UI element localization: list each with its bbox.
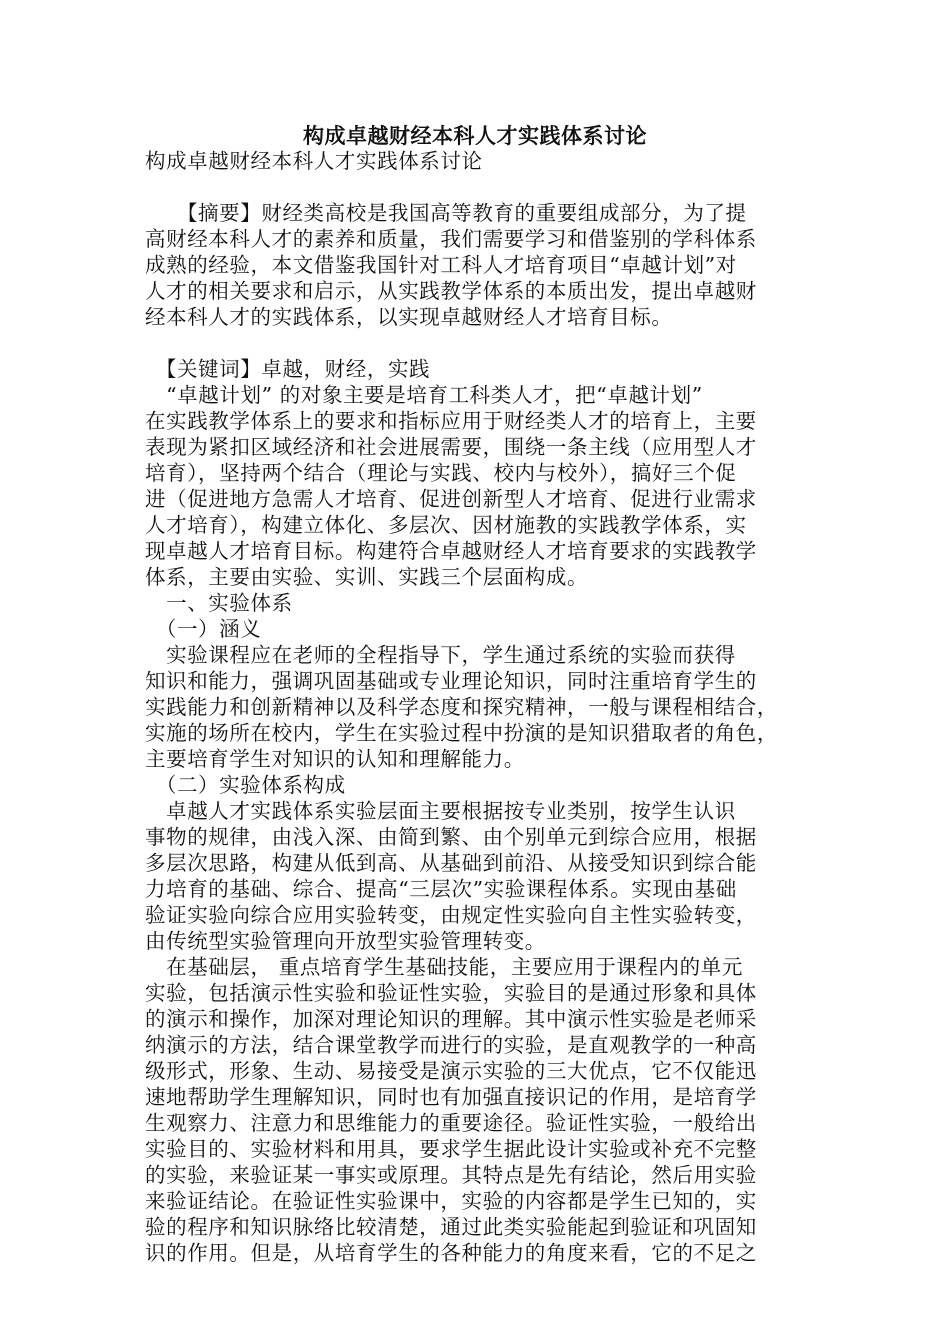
- body-line: 实施的场所在校内，学生在实验过程中扮演的是知识猎取者的角色，: [145, 721, 778, 745]
- body-line: 表现为紧扣区域经济和社会进展需要，围绕一条主线（应用型人才: [145, 435, 757, 459]
- body-line: 生观察力、注意力和思维能力的重要途径。验证性实验，一般给出: [145, 1111, 757, 1135]
- body-line: 培育），坚持两个结合（理论与实践、校内与校外），搞好三个促: [145, 461, 737, 485]
- abstract-line: 成熟的经验，本文借鉴我国针对工科人才培育项目“卓越计划”对: [145, 253, 737, 277]
- body-line: 现卓越人才培育目标。构建符合卓越财经人才培育要求的实践教学: [145, 539, 757, 563]
- body-line: 事物的规律，由浅入深、由简到繁、由个别单元到综合应用，根据: [145, 825, 757, 849]
- body-line: 在实践教学体系上的要求和指标应用于财经类人才的培育上，主要: [145, 409, 757, 433]
- body-line: 力培育的基础、综合、提高“三层次”实验课程体系。实现由基础: [145, 877, 737, 901]
- body-line: 实验课程应在老师的全程指导下，学生通过系统的实验而获得: [145, 643, 736, 667]
- keywords-line: 【关键词】卓越，财经，实践: [145, 357, 431, 381]
- body-line: 级形式，形象、生动、易接受是演示实验的三大优点，它不仅能迅: [145, 1059, 757, 1083]
- body-line: 进（促进地方急需人才培育、促进创新型人才培育、促进行业需求: [145, 487, 757, 511]
- body-line: 多层次思路，构建从低到高、从基础到前沿、从接受知识到综合能: [145, 851, 757, 875]
- body-line: 来验证结论。在验证性实验课中，实验的内容都是学生已知的，实: [145, 1189, 757, 1213]
- body-line: 实验，包括演示性实验和验证性实验，实验目的是通过形象和具体: [145, 981, 757, 1005]
- body-line: “卓越计划” 的对象主要是培育工科类人才，把“卓越计划”: [145, 383, 703, 407]
- body-line: 知识和能力，强调巩固基础或专业理论知识，同时注重培育学生的: [145, 669, 757, 693]
- abstract-line: 【摘要】财经类高校是我国高等教育的重要组成部分，为了提: [145, 201, 747, 225]
- body-line: 速地帮助学生理解知识，同时也有加强直接识记的作用，是培育学: [145, 1085, 757, 1109]
- section-heading: 一、实验体系: [145, 591, 293, 615]
- body-line: 卓越人才实践体系实验层面主要根据按专业类别，按学生认识: [145, 799, 736, 823]
- body-line: 实践能力和创新精神以及科学态度和探究精神，一般与课程相结合，: [145, 695, 778, 719]
- body-line: 由传统型实验管理向开放型实验管理转变。: [145, 929, 546, 953]
- body-line: 主要培育学生对知识的认知和理解能力。: [145, 747, 525, 771]
- body-line: 的演示和操作，加深对理论知识的理解。其中演示性实验是老师采: [145, 1007, 757, 1031]
- document-subtitle: 构成卓越财经本科人才实践体系讨论: [145, 149, 483, 173]
- body-line: 实验目的、实验材料和用具，要求学生据此设计实验或补充不完整: [145, 1137, 757, 1161]
- body-line: 的实验，来验证某一事实或原理。其特点是先有结论，然后用实验: [145, 1163, 757, 1187]
- body-line: 识的作用。但是，从培育学生的各种能力的角度来看，它的不足之: [145, 1241, 757, 1265]
- body-line: 人才培育），构建立体化、多层次、因材施教的实践教学体系，实: [145, 513, 747, 537]
- abstract-line: 经本科人才的实践体系，以实现卓越财经人才培育目标。: [145, 305, 673, 329]
- body-line: 验的程序和知识脉络比较清楚，通过此类实验能起到验证和巩固知: [145, 1215, 757, 1239]
- subsection-heading: （二）实验体系构成: [145, 773, 346, 797]
- body-line: 验证实验向综合应用实验转变，由规定性实验向自主性实验转变，: [145, 903, 757, 927]
- body-line: 在基础层， 重点培育学生基础技能，主要应用于课程内的单元: [145, 955, 743, 979]
- body-line: 纳演示的方法，结合课堂教学而进行的实验，是直观教学的一种高: [145, 1033, 757, 1057]
- document-title: 构成卓越财经本科人才实践体系讨论: [303, 123, 647, 148]
- body-line: 体系，主要由实验、实训、实践三个层面构成。: [145, 565, 589, 589]
- abstract-line: 高财经本科人才的素养和质量，我们需要学习和借鉴别的学科体系: [145, 227, 757, 251]
- abstract-line: 人才的相关要求和启示，从实践教学体系的本质出发，提出卓越财: [145, 279, 757, 303]
- subsection-heading: （一）涵义: [145, 617, 262, 641]
